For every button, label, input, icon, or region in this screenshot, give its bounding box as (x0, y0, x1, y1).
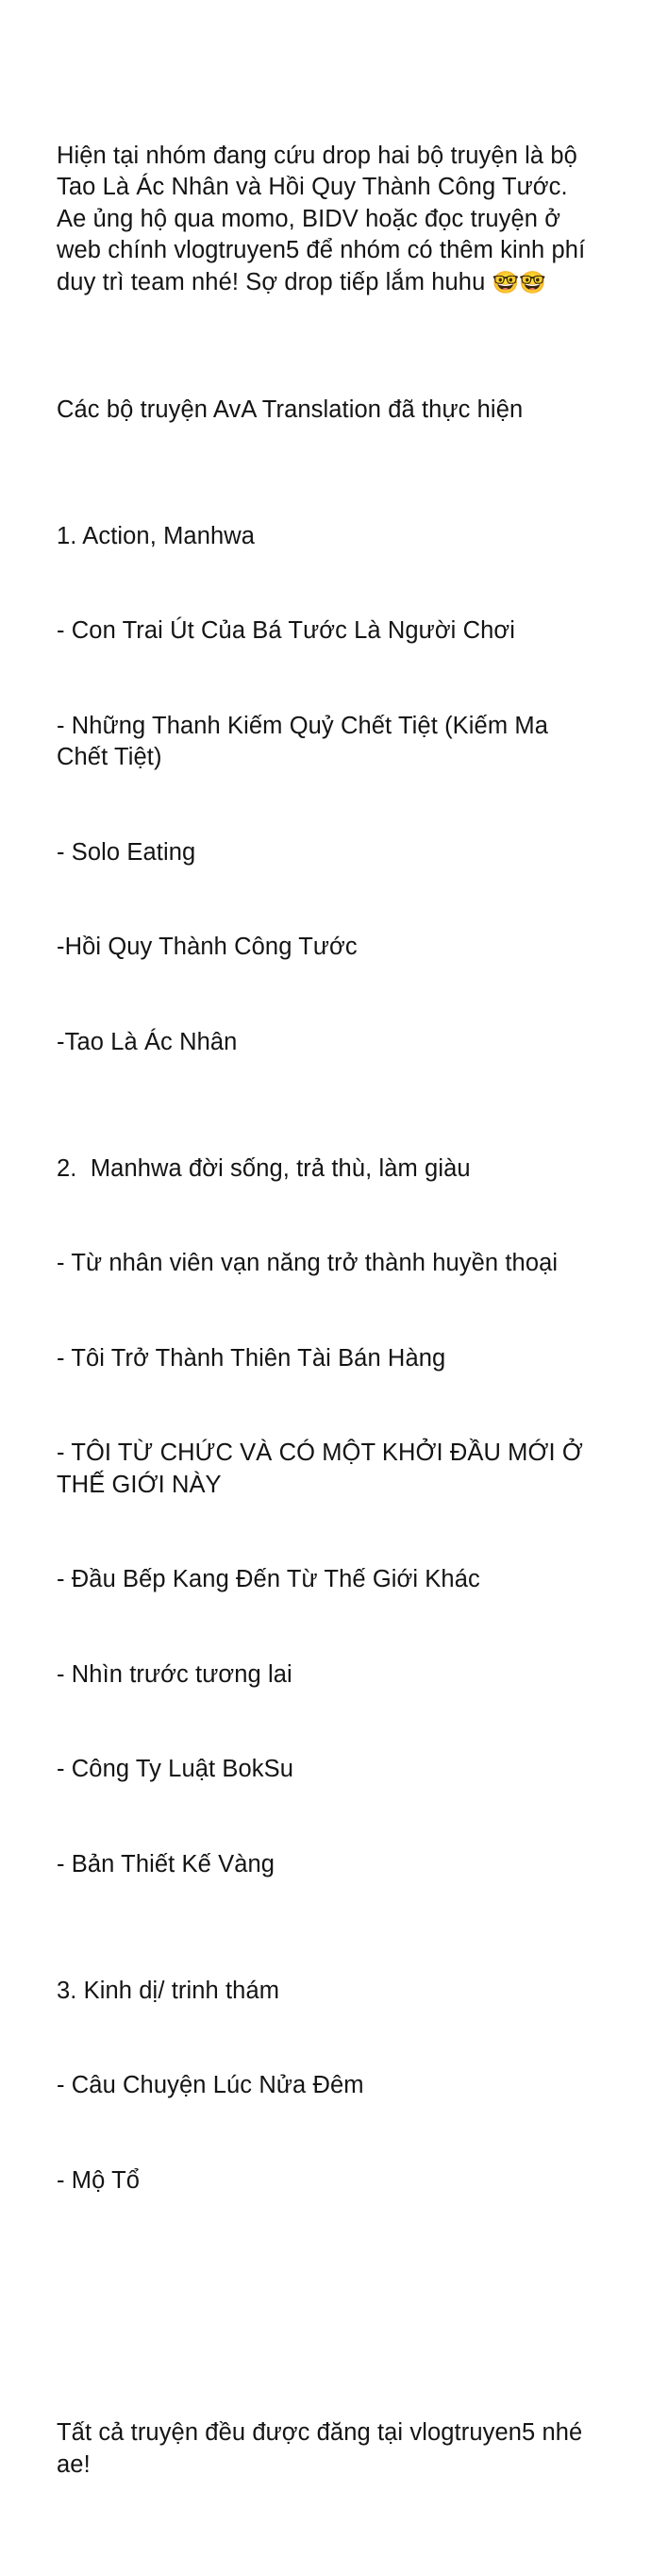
list-item: - Bản Thiết Kế Vàng (57, 1850, 275, 1877)
list-item: - Những Thanh Kiếm Quỷ Chết Tiệt (Kiếm Ma Chết Tiệt) (57, 712, 556, 770)
list-item: - Nhìn trước tương lai (57, 1660, 292, 1688)
section-3-title: 3. Kinh dị/ trinh thám (57, 1977, 280, 2004)
list-item: - Công Ty Luật BokSu (57, 1756, 294, 1782)
list-item: -Hồi Quy Thành Công Tước (57, 934, 358, 960)
list-item: - Đầu Bếp Kang Đến Từ Thế Giới Khác (57, 1566, 480, 1592)
list-item: - Con Trai Út Của Bá Tước Là Người Chơi (57, 617, 515, 644)
list-item: - Solo Eating (57, 838, 196, 866)
list-item: - Mộ Tổ (57, 2166, 141, 2194)
document-body (57, 45, 598, 2576)
paragraph-spacer (57, 2292, 598, 2323)
list-item: - TÔI TỪ CHỨC VÀ CÓ MỘT KHỞI ĐẦU MỚI Ở THẾ GIỚI NÀY (57, 1440, 590, 1498)
list-item: - Từ nhân viên vạn năng trở thành huyền thoại (57, 1250, 559, 1276)
list-item: - Tôi Trở Thành Thiên Tài Bán Hàng (57, 1344, 446, 1372)
list-item: -Tao Là Ác Nhân (57, 1028, 238, 1055)
section-1-title: 1. Action, Manhwa (57, 522, 256, 549)
section-2-title: 2. Manhwa đời sống, trả thù, làm giàu (57, 1154, 471, 1182)
intro-paragraph-text: Hiện tại nhóm đang cứu drop hai bộ truyện là bộ Tao Là Ác Nhân và Hồi Quy Thành Công Tước. Ae ủng hộ qua momo, BIDV hoặc đọc truyện ở web chính vlogtruyen5 để nhóm có thêm kinh phí duy trì team nhé! Sợ drop tiếp lắm huhu (57, 142, 593, 295)
section-heading: Các bộ truyện AvA Translation đã thực hiện (57, 396, 524, 423)
intro-paragraph (57, 141, 598, 300)
footer-note: Tất cả truyện đều được đăng tại vlogtruyen5 nhé ae! (57, 2419, 590, 2478)
nerd-face-emoji: 🤓🤓 (492, 270, 547, 295)
list-item: - Câu Chuyện Lúc Nửa Đêm (57, 2072, 364, 2098)
